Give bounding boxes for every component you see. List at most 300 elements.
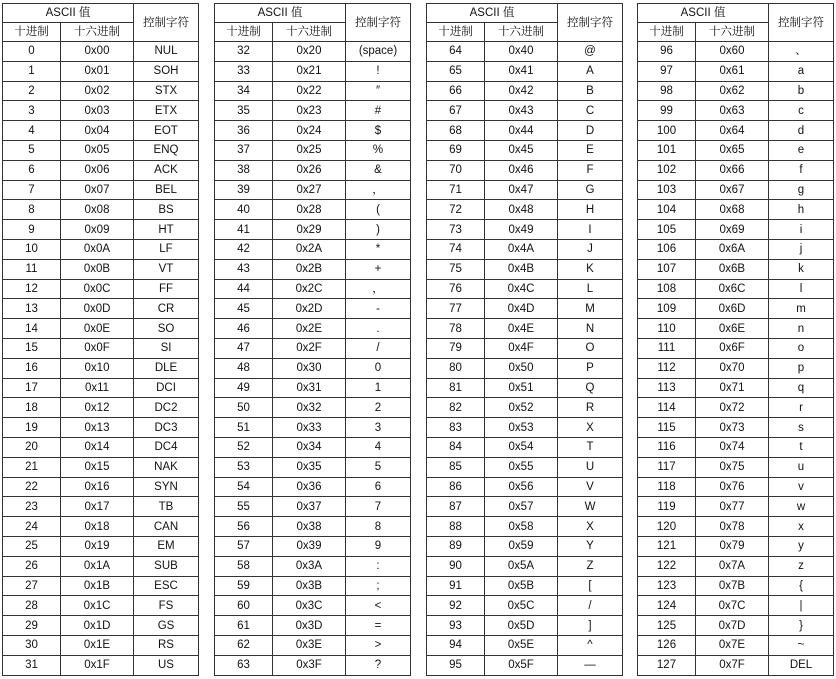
- hex-cell: 0x29: [273, 220, 346, 240]
- char-cell: ): [346, 220, 411, 240]
- hex-cell: 0x67: [696, 180, 769, 200]
- char-cell: DEL: [769, 655, 834, 675]
- char-cell: w: [769, 497, 834, 517]
- table-row: [3, 556, 199, 576]
- decimal-cell: 103: [638, 180, 696, 200]
- decimal-cell: 30: [3, 635, 61, 655]
- hex-cell: 0x45: [485, 140, 558, 160]
- table-row: [638, 200, 834, 220]
- hex-cell: 0x3F: [273, 655, 346, 675]
- hex-cell: 0x00: [61, 42, 134, 62]
- decimal-cell: 82: [427, 398, 485, 418]
- hex-cell: 0x13: [61, 418, 134, 438]
- table-row: [638, 101, 834, 121]
- table-row: [3, 200, 199, 220]
- char-cell: HT: [134, 220, 199, 240]
- hex-cell: 0x62: [696, 81, 769, 101]
- hex-cell: 0x33: [273, 418, 346, 438]
- hex-cell: 0x35: [273, 457, 346, 477]
- char-cell: E: [558, 140, 623, 160]
- hex-header: 十六进制: [696, 23, 769, 42]
- decimal-cell: 108: [638, 279, 696, 299]
- table-row: [427, 220, 623, 240]
- table-row: [427, 239, 623, 259]
- hex-cell: 0x56: [485, 477, 558, 497]
- table-row: [3, 81, 199, 101]
- table-row: [638, 140, 834, 160]
- table-row: [638, 398, 834, 418]
- char-cell: N: [558, 319, 623, 339]
- char-cell: %: [346, 140, 411, 160]
- char-cell: =: [346, 616, 411, 636]
- char-cell: BEL: [134, 180, 199, 200]
- decimal-cell: 47: [215, 338, 273, 358]
- table-row: [3, 635, 199, 655]
- char-cell: L: [558, 279, 623, 299]
- hex-cell: 0x26: [273, 160, 346, 180]
- char-cell: a: [769, 61, 834, 81]
- hex-cell: 0x34: [273, 437, 346, 457]
- char-cell: o: [769, 338, 834, 358]
- char-cell: ]: [558, 616, 623, 636]
- char-cell: {: [769, 576, 834, 596]
- decimal-cell: 63: [215, 655, 273, 675]
- decimal-cell: 58: [215, 556, 273, 576]
- hex-cell: 0x11: [61, 378, 134, 398]
- table-row: [427, 299, 623, 319]
- hex-cell: 0x6F: [696, 338, 769, 358]
- char-cell: >: [346, 635, 411, 655]
- table-row: [3, 536, 199, 556]
- char-cell: ETX: [134, 101, 199, 121]
- char-cell: K: [558, 259, 623, 279]
- hex-cell: 0x53: [485, 418, 558, 438]
- hex-cell: 0x49: [485, 220, 558, 240]
- char-cell: ESC: [134, 576, 199, 596]
- hex-cell: 0x2F: [273, 338, 346, 358]
- char-cell: u: [769, 457, 834, 477]
- table-row: [427, 536, 623, 556]
- hex-cell: 0x23: [273, 101, 346, 121]
- hex-cell: 0x20: [273, 42, 346, 62]
- table-row: [3, 101, 199, 121]
- table-row: [427, 655, 623, 675]
- decimal-cell: 48: [215, 358, 273, 378]
- table-row: [638, 259, 834, 279]
- char-cell: X: [558, 517, 623, 537]
- hex-cell: 0x0A: [61, 239, 134, 259]
- decimal-cell: 67: [427, 101, 485, 121]
- hex-cell: 0x59: [485, 536, 558, 556]
- char-cell: .: [346, 319, 411, 339]
- char-cell: n: [769, 319, 834, 339]
- decimal-cell: 54: [215, 477, 273, 497]
- decimal-cell: 102: [638, 160, 696, 180]
- char-cell: ENQ: [134, 140, 199, 160]
- hex-cell: 0x6C: [696, 279, 769, 299]
- table-row: [3, 616, 199, 636]
- decimal-cell: 79: [427, 338, 485, 358]
- hex-cell: 0x60: [696, 42, 769, 62]
- decimal-cell: 74: [427, 239, 485, 259]
- decimal-cell: 40: [215, 200, 273, 220]
- table-row: [427, 279, 623, 299]
- table-row: [3, 220, 199, 240]
- decimal-cell: 116: [638, 437, 696, 457]
- hex-cell: 0x25: [273, 140, 346, 160]
- table-row: [427, 259, 623, 279]
- hex-cell: 0x52: [485, 398, 558, 418]
- char-cell: i: [769, 220, 834, 240]
- decimal-cell: 33: [215, 61, 273, 81]
- table-row: [215, 497, 411, 517]
- hex-cell: 0x68: [696, 200, 769, 220]
- table-row: [427, 497, 623, 517]
- char-cell: #: [346, 101, 411, 121]
- hex-cell: 0x09: [61, 220, 134, 240]
- table-row: [215, 596, 411, 616]
- table-row: [638, 497, 834, 517]
- hex-cell: 0x3A: [273, 556, 346, 576]
- hex-cell: 0x32: [273, 398, 346, 418]
- table-row: [638, 299, 834, 319]
- table-row: [3, 576, 199, 596]
- control-char-header: 控制字符: [346, 4, 411, 42]
- char-cell: j: [769, 239, 834, 259]
- char-cell: 7: [346, 497, 411, 517]
- decimal-cell: 5: [3, 140, 61, 160]
- decimal-cell: 9: [3, 220, 61, 240]
- char-cell: x: [769, 517, 834, 537]
- decimal-cell: 114: [638, 398, 696, 418]
- table-row: [215, 616, 411, 636]
- hex-cell: 0x22: [273, 81, 346, 101]
- hex-cell: 0x51: [485, 378, 558, 398]
- hex-header: 十六进制: [273, 23, 346, 42]
- hex-cell: 0x0D: [61, 299, 134, 319]
- hex-cell: 0x39: [273, 536, 346, 556]
- char-cell: SYN: [134, 477, 199, 497]
- decimal-cell: 70: [427, 160, 485, 180]
- table-row: [215, 378, 411, 398]
- hex-cell: 0x57: [485, 497, 558, 517]
- decimal-cell: 24: [3, 517, 61, 537]
- char-cell: STX: [134, 81, 199, 101]
- decimal-cell: 27: [3, 576, 61, 596]
- table-row: [427, 596, 623, 616]
- decimal-cell: 4: [3, 121, 61, 141]
- hex-cell: 0x40: [485, 42, 558, 62]
- hex-cell: 0x42: [485, 81, 558, 101]
- decimal-cell: 71: [427, 180, 485, 200]
- decimal-cell: 110: [638, 319, 696, 339]
- hex-cell: 0x4B: [485, 259, 558, 279]
- hex-cell: 0x7A: [696, 556, 769, 576]
- decimal-cell: 83: [427, 418, 485, 438]
- decimal-cell: 106: [638, 239, 696, 259]
- decimal-cell: 45: [215, 299, 273, 319]
- char-cell: TB: [134, 497, 199, 517]
- hex-cell: 0x38: [273, 517, 346, 537]
- decimal-cell: 84: [427, 437, 485, 457]
- table-row: [215, 279, 411, 299]
- char-cell: m: [769, 299, 834, 319]
- hex-cell: 0x1C: [61, 596, 134, 616]
- hex-cell: 0x5C: [485, 596, 558, 616]
- char-cell: 3: [346, 418, 411, 438]
- decimal-cell: 118: [638, 477, 696, 497]
- table-row: [427, 338, 623, 358]
- char-cell: B: [558, 81, 623, 101]
- hex-cell: 0x66: [696, 160, 769, 180]
- char-cell: GS: [134, 616, 199, 636]
- hex-cell: 0x64: [696, 121, 769, 141]
- hex-cell: 0x6A: [696, 239, 769, 259]
- hex-cell: 0x5E: [485, 635, 558, 655]
- decimal-cell: 86: [427, 477, 485, 497]
- char-cell: 8: [346, 517, 411, 537]
- char-cell: EOT: [134, 121, 199, 141]
- char-cell: VT: [134, 259, 199, 279]
- table-row: [215, 556, 411, 576]
- table-row: [215, 517, 411, 537]
- table-row: [638, 378, 834, 398]
- hex-cell: 0x1F: [61, 655, 134, 675]
- decimal-cell: 76: [427, 279, 485, 299]
- table-row: [427, 556, 623, 576]
- table-row: [215, 140, 411, 160]
- table-row: [638, 655, 834, 675]
- decimal-cell: 26: [3, 556, 61, 576]
- decimal-cell: 22: [3, 477, 61, 497]
- hex-cell: 0x1A: [61, 556, 134, 576]
- decimal-cell: 37: [215, 140, 273, 160]
- hex-cell: 0x08: [61, 200, 134, 220]
- table-row: [3, 398, 199, 418]
- decimal-cell: 57: [215, 536, 273, 556]
- char-cell: SUB: [134, 556, 199, 576]
- table-row: [427, 437, 623, 457]
- char-cell: +: [346, 259, 411, 279]
- table-row: [638, 160, 834, 180]
- decimal-cell: 17: [3, 378, 61, 398]
- char-cell: 、: [769, 42, 834, 62]
- decimal-cell: 6: [3, 160, 61, 180]
- char-cell: 1: [346, 378, 411, 398]
- table-row: [215, 477, 411, 497]
- table-row: [427, 378, 623, 398]
- decimal-cell: 42: [215, 239, 273, 259]
- hex-cell: 0x01: [61, 61, 134, 81]
- char-cell: SOH: [134, 61, 199, 81]
- hex-cell: 0x65: [696, 140, 769, 160]
- decimal-cell: 60: [215, 596, 273, 616]
- char-cell: DLE: [134, 358, 199, 378]
- char-cell: ，: [346, 279, 411, 299]
- decimal-cell: 19: [3, 418, 61, 438]
- decimal-cell: 34: [215, 81, 273, 101]
- char-cell: T: [558, 437, 623, 457]
- table-row: [3, 42, 199, 62]
- char-cell: CAN: [134, 517, 199, 537]
- table-row: [215, 160, 411, 180]
- table-row: [215, 299, 411, 319]
- hex-cell: 0x4D: [485, 299, 558, 319]
- hex-cell: 0x70: [696, 358, 769, 378]
- table-row: [638, 338, 834, 358]
- table-row: [3, 517, 199, 537]
- char-cell: r: [769, 398, 834, 418]
- decimal-cell: 126: [638, 635, 696, 655]
- hex-cell: 0x28: [273, 200, 346, 220]
- table-row: [427, 358, 623, 378]
- decimal-cell: 20: [3, 437, 61, 457]
- char-cell: SO: [134, 319, 199, 339]
- hex-cell: 0x55: [485, 457, 558, 477]
- decimal-cell: 80: [427, 358, 485, 378]
- char-cell: FS: [134, 596, 199, 616]
- char-cell: LF: [134, 239, 199, 259]
- hex-cell: 0x30: [273, 358, 346, 378]
- char-cell: X: [558, 418, 623, 438]
- table-row: [3, 596, 199, 616]
- decimal-cell: 66: [427, 81, 485, 101]
- hex-cell: 0x03: [61, 101, 134, 121]
- hex-cell: 0x6B: [696, 259, 769, 279]
- table-row: [3, 457, 199, 477]
- char-cell: H: [558, 200, 623, 220]
- char-cell: J: [558, 239, 623, 259]
- hex-header: 十六进制: [485, 23, 558, 42]
- char-cell: DC3: [134, 418, 199, 438]
- table-row: [638, 457, 834, 477]
- char-cell: &: [346, 160, 411, 180]
- table-row: [3, 140, 199, 160]
- decimal-cell: 21: [3, 457, 61, 477]
- table-row: [427, 140, 623, 160]
- table-row: [3, 338, 199, 358]
- char-cell: NUL: [134, 42, 199, 62]
- hex-cell: 0x3C: [273, 596, 346, 616]
- char-cell: k: [769, 259, 834, 279]
- hex-cell: 0x2D: [273, 299, 346, 319]
- decimal-cell: 88: [427, 517, 485, 537]
- decimal-cell: 35: [215, 101, 273, 121]
- table-row: [215, 457, 411, 477]
- table-row: [427, 398, 623, 418]
- hex-cell: 0x6D: [696, 299, 769, 319]
- char-cell: ?: [346, 655, 411, 675]
- hex-cell: 0x75: [696, 457, 769, 477]
- char-cell: SI: [134, 338, 199, 358]
- ascii-value-header: ASCII 值: [427, 4, 558, 23]
- hex-cell: 0x4A: [485, 239, 558, 259]
- ascii-value-header: ASCII 值: [215, 4, 346, 23]
- hex-cell: 0x61: [696, 61, 769, 81]
- decimal-cell: 32: [215, 42, 273, 62]
- hex-cell: 0x5D: [485, 616, 558, 636]
- char-cell: l: [769, 279, 834, 299]
- decimal-cell: 119: [638, 497, 696, 517]
- char-cell: p: [769, 358, 834, 378]
- hex-cell: 0x02: [61, 81, 134, 101]
- decimal-cell: 1: [3, 61, 61, 81]
- table-row: [215, 180, 411, 200]
- hex-cell: 0x27: [273, 180, 346, 200]
- char-cell: 2: [346, 398, 411, 418]
- decimal-cell: 55: [215, 497, 273, 517]
- decimal-cell: 12: [3, 279, 61, 299]
- decimal-cell: 18: [3, 398, 61, 418]
- table-row: [3, 61, 199, 81]
- table-row: [427, 457, 623, 477]
- table-row: [215, 338, 411, 358]
- decimal-cell: 122: [638, 556, 696, 576]
- table-row: [215, 200, 411, 220]
- hex-cell: 0x5F: [485, 655, 558, 675]
- char-cell: P: [558, 358, 623, 378]
- table-row: [638, 121, 834, 141]
- hex-cell: 0x44: [485, 121, 558, 141]
- table-row: [3, 358, 199, 378]
- table-row: [427, 101, 623, 121]
- char-cell: e: [769, 140, 834, 160]
- hex-cell: 0x50: [485, 358, 558, 378]
- table-row: [215, 121, 411, 141]
- hex-cell: 0x1D: [61, 616, 134, 636]
- decimal-cell: 94: [427, 635, 485, 655]
- table-row: [3, 477, 199, 497]
- char-cell: c: [769, 101, 834, 121]
- hex-cell: 0x77: [696, 497, 769, 517]
- decimal-cell: 107: [638, 259, 696, 279]
- table-row: [638, 517, 834, 537]
- table-row: [427, 635, 623, 655]
- decimal-header: 十进制: [3, 23, 61, 42]
- hex-cell: 0x18: [61, 517, 134, 537]
- char-cell: z: [769, 556, 834, 576]
- char-cell: v: [769, 477, 834, 497]
- char-cell: (: [346, 200, 411, 220]
- hex-cell: 0x2B: [273, 259, 346, 279]
- decimal-cell: 36: [215, 121, 273, 141]
- char-cell: 5: [346, 457, 411, 477]
- decimal-cell: 52: [215, 437, 273, 457]
- decimal-cell: 7: [3, 180, 61, 200]
- hex-cell: 0x24: [273, 121, 346, 141]
- char-cell: ″: [346, 81, 411, 101]
- table-row: [427, 61, 623, 81]
- table-row: [3, 497, 199, 517]
- table-row: [427, 42, 623, 62]
- table-row: [638, 536, 834, 556]
- table-row: [215, 319, 411, 339]
- hex-cell: 0x1B: [61, 576, 134, 596]
- hex-cell: 0x74: [696, 437, 769, 457]
- table-row: [427, 477, 623, 497]
- hex-cell: 0x7C: [696, 596, 769, 616]
- decimal-cell: 117: [638, 457, 696, 477]
- table-row: [427, 616, 623, 636]
- table-row: [427, 576, 623, 596]
- table-row: [638, 220, 834, 240]
- decimal-cell: 62: [215, 635, 273, 655]
- table-row: [215, 536, 411, 556]
- decimal-cell: 61: [215, 616, 273, 636]
- decimal-cell: 51: [215, 418, 273, 438]
- table-row: [215, 358, 411, 378]
- hex-cell: 0x71: [696, 378, 769, 398]
